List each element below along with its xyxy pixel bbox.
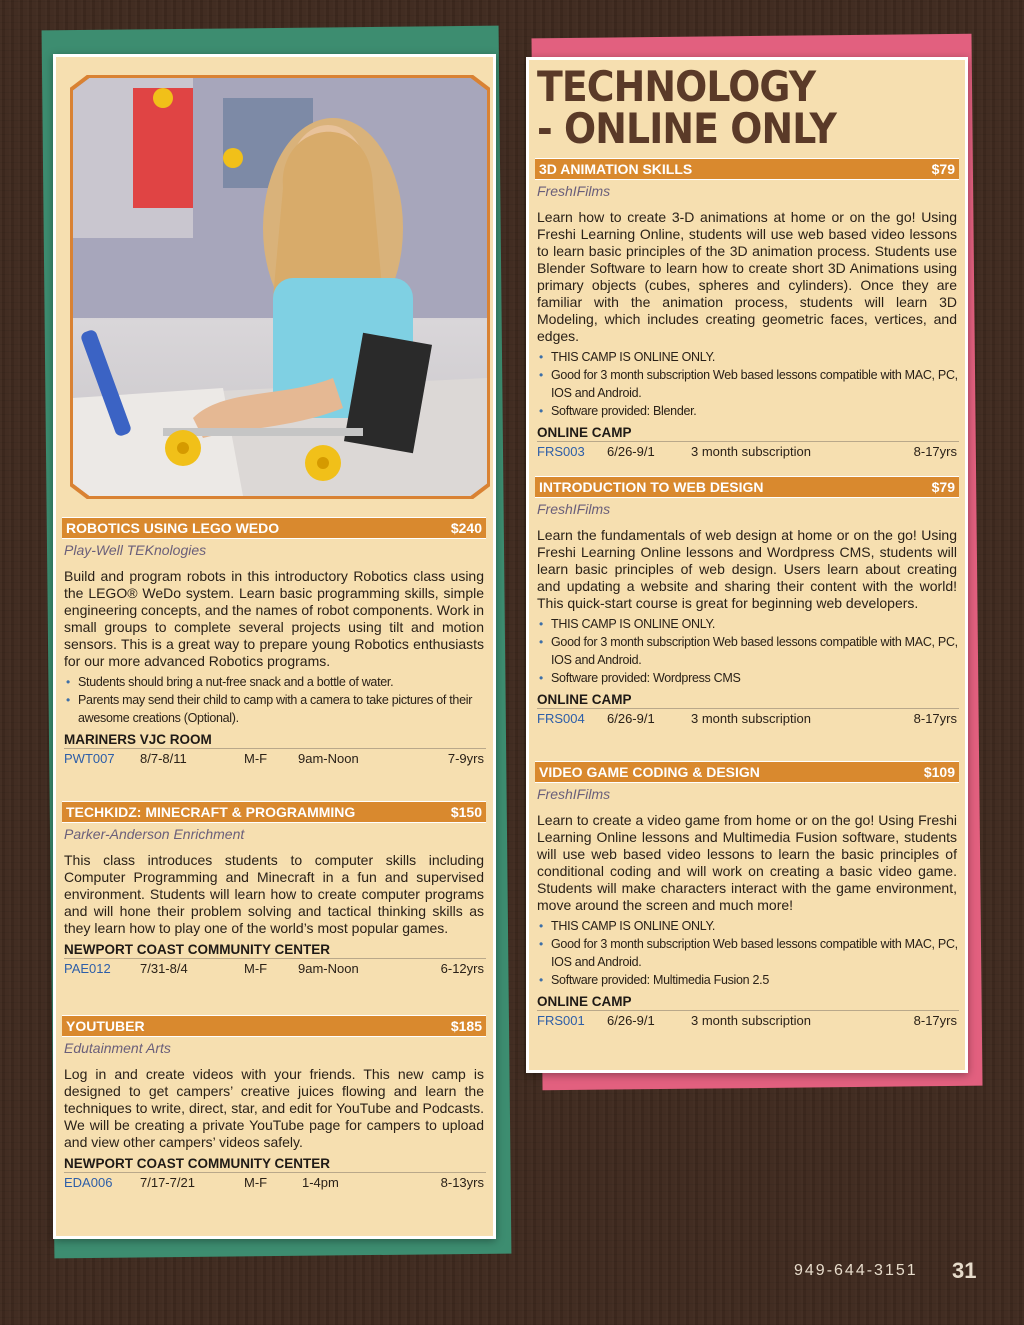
course-description: This class introduces students to computer skills including Computer Programming and Minecraft in a fun and supervised environment. Students will learn how to create computer programs and will hone their problem solving and tactical thinking skills as they learn how to play one of the world’s most popular games. xyxy=(64,852,484,936)
note-item: • Good for 3 month subscription Web based lessons compatible with MAC, PC, IOS and Android. xyxy=(551,366,959,402)
page-number: 31 xyxy=(952,1258,977,1283)
course-time: 9am-Noon xyxy=(298,961,359,976)
course-location: NEWPORT COAST COMMUNITY CENTER xyxy=(64,1155,486,1173)
schedule-row xyxy=(537,709,957,729)
course-provider: Play-Well TEKnologies xyxy=(64,542,207,558)
course-header xyxy=(62,801,486,823)
course-provider: FreshIFilms xyxy=(537,183,611,199)
course-price: $79 xyxy=(931,161,955,177)
course-code[interactable]: PWT007 xyxy=(64,751,115,766)
course-name: 3D ANIMATION SKILLS xyxy=(539,161,693,177)
course-youtuber xyxy=(62,1015,486,1193)
course-description: Learn how to create 3-D animations at home or on the go! Using Freshi Learning Online, students will use web based video lessons to learn basic principles of the 3D animation process. Students use Blender Software to learn how to create short 3D Animations using primary objects (cubes, spheres and cylinders). Once they are familiar with the animation process, students will learn 3D Modeling, which includes creating geometric faces, vertices, and edges. xyxy=(537,209,957,344)
course-days: M-F xyxy=(244,751,268,766)
course-notes xyxy=(62,673,486,727)
course-provider: FreshIFilms xyxy=(537,501,611,517)
course-provider: Parker-Anderson Enrichment xyxy=(64,826,245,842)
course-provider: Edutainment Arts xyxy=(64,1040,171,1056)
right-panel xyxy=(526,57,968,1073)
course-dates: 7/17-7/21 xyxy=(140,1175,195,1190)
course-ages: 6-12yrs xyxy=(440,961,484,976)
course-dates: 6/26-9/1 xyxy=(607,1013,655,1028)
course-header xyxy=(535,761,959,783)
course-price: $185 xyxy=(450,1018,482,1034)
course-header xyxy=(62,517,486,539)
course-time: 9am-Noon xyxy=(298,751,359,766)
course-ages: 8-17yrs xyxy=(913,444,957,459)
course-days: 3 month subscription xyxy=(691,711,811,726)
course-name: INTRODUCTION TO WEB DESIGN xyxy=(539,479,764,495)
course-description: Learn the fundamentals of web design at home or on the go! Using Freshi Learning Online lessons and Wordpress CMS, students will learn basic principles of web design. Users learn about creating and updating a website and sharing their content with the world! This quick-start course is great for beginning web developers. xyxy=(537,527,957,611)
section-title-line2: - ONLINE ONLY xyxy=(537,104,837,153)
photo-frame xyxy=(70,75,490,499)
course-time: 1-4pm xyxy=(302,1175,339,1190)
course-header xyxy=(62,1015,486,1037)
note-item: • Software provided: Blender. xyxy=(551,402,959,420)
course-price: $150 xyxy=(450,804,482,820)
course-name: YOUTUBER xyxy=(66,1018,145,1034)
note-item: • Students should bring a nut-free snack and a bottle of water. xyxy=(78,673,486,691)
schedule-row xyxy=(64,749,484,769)
course-days: 3 month subscription xyxy=(691,444,811,459)
course-notes xyxy=(535,917,959,989)
note-item: • Parents may send their child to camp with a camera to take pictures of their awesome creations (Optional). xyxy=(78,691,486,727)
course-description: Learn to create a video game from home or on the go! Using Freshi Learning Online lessons and Multimedia Fusion software, students will use web based video lessons to learn the basic principles of conditional coding and will work on creating a basic video game. Students will make characters interact with the game environment, move around the screen and much more! xyxy=(537,812,957,913)
schedule-row xyxy=(537,1011,957,1031)
course-location: ONLINE CAMP xyxy=(537,424,959,442)
course-code[interactable]: FRS003 xyxy=(537,444,585,459)
course-description: Log in and create videos with your friends. This new camp is designed to get campers’ creative juices flowing and learn the techniques to write, direct, star, and edit for YouTube and Podcasts. We will be creating a private YouTube page for campers to upload and view other campers’ videos safely. xyxy=(64,1066,484,1150)
note-item: • THIS CAMP IS ONLINE ONLY. xyxy=(551,348,959,366)
note-item: • THIS CAMP IS ONLINE ONLY. xyxy=(551,917,959,935)
left-panel xyxy=(53,54,496,1239)
robotics-photo xyxy=(73,78,487,496)
note-item: • Software provided: Wordpress CMS xyxy=(551,669,959,687)
course-code[interactable]: FRS004 xyxy=(537,711,585,726)
course-location: ONLINE CAMP xyxy=(537,993,959,1011)
note-item: • Good for 3 month subscription Web based lessons compatible with MAC, PC, IOS and Android. xyxy=(551,935,959,971)
course-header xyxy=(535,158,959,180)
course-ages: 8-17yrs xyxy=(913,1013,957,1028)
course-location: MARINERS VJC ROOM xyxy=(64,731,486,749)
course-techkidz xyxy=(62,801,486,979)
course-price: $240 xyxy=(450,520,482,536)
course-dates: 7/31-8/4 xyxy=(140,961,188,976)
footer-phone: 949-644-3151 xyxy=(794,1262,918,1279)
course-robotics xyxy=(62,517,486,769)
course-description: Build and program robots in this introductory Robotics class using the LEGO® WeDo system. Learn basic programming skills, simple engineering concepts, and the names of robot components. Work in small groups to complete several projects using tilt and motion sensors. This is a great way to prepare young Robotics enthusiasts for our more advanced Robotics programs. xyxy=(64,568,484,669)
course-3d-animation xyxy=(535,158,959,462)
course-code[interactable]: FRS001 xyxy=(537,1013,585,1028)
course-web-design xyxy=(535,476,959,729)
course-dates: 6/26-9/1 xyxy=(607,711,655,726)
note-item: • Software provided: Multimedia Fusion 2.5 xyxy=(551,971,959,989)
section-title xyxy=(537,62,837,153)
section-title-line1: TECHNOLOGY xyxy=(537,62,816,111)
course-days: M-F xyxy=(244,1175,268,1190)
course-notes xyxy=(535,615,959,687)
course-location: NEWPORT COAST COMMUNITY CENTER xyxy=(64,941,486,959)
course-provider: FreshIFilms xyxy=(537,786,611,802)
course-name: VIDEO GAME CODING & DESIGN xyxy=(539,764,760,780)
note-item: • THIS CAMP IS ONLINE ONLY. xyxy=(551,615,959,633)
course-dates: 6/26-9/1 xyxy=(607,444,655,459)
course-ages: 8-13yrs xyxy=(440,1175,484,1190)
course-name: ROBOTICS USING LEGO WEDO xyxy=(66,520,280,536)
course-days: M-F xyxy=(244,961,268,976)
course-dates: 8/7-8/11 xyxy=(140,751,187,766)
schedule-row xyxy=(64,1173,484,1193)
course-days: 3 month subscription xyxy=(691,1013,811,1028)
course-header xyxy=(535,476,959,498)
note-item: • Good for 3 month subscription Web based lessons compatible with MAC, PC, IOS and Android. xyxy=(551,633,959,669)
course-location: ONLINE CAMP xyxy=(537,691,959,709)
schedule-row xyxy=(537,442,957,462)
course-price: $109 xyxy=(923,764,955,780)
course-code[interactable]: EDA006 xyxy=(64,1175,113,1190)
course-code[interactable]: PAE012 xyxy=(64,961,111,976)
course-name: TECHKIDZ: MINECRAFT & PROGRAMMING xyxy=(66,804,356,820)
course-video-game xyxy=(535,761,959,1031)
course-ages: 8-17yrs xyxy=(913,711,957,726)
course-price: $79 xyxy=(931,479,955,495)
course-ages: 7-9yrs xyxy=(447,751,484,766)
schedule-row xyxy=(64,959,484,979)
course-notes xyxy=(535,348,959,420)
